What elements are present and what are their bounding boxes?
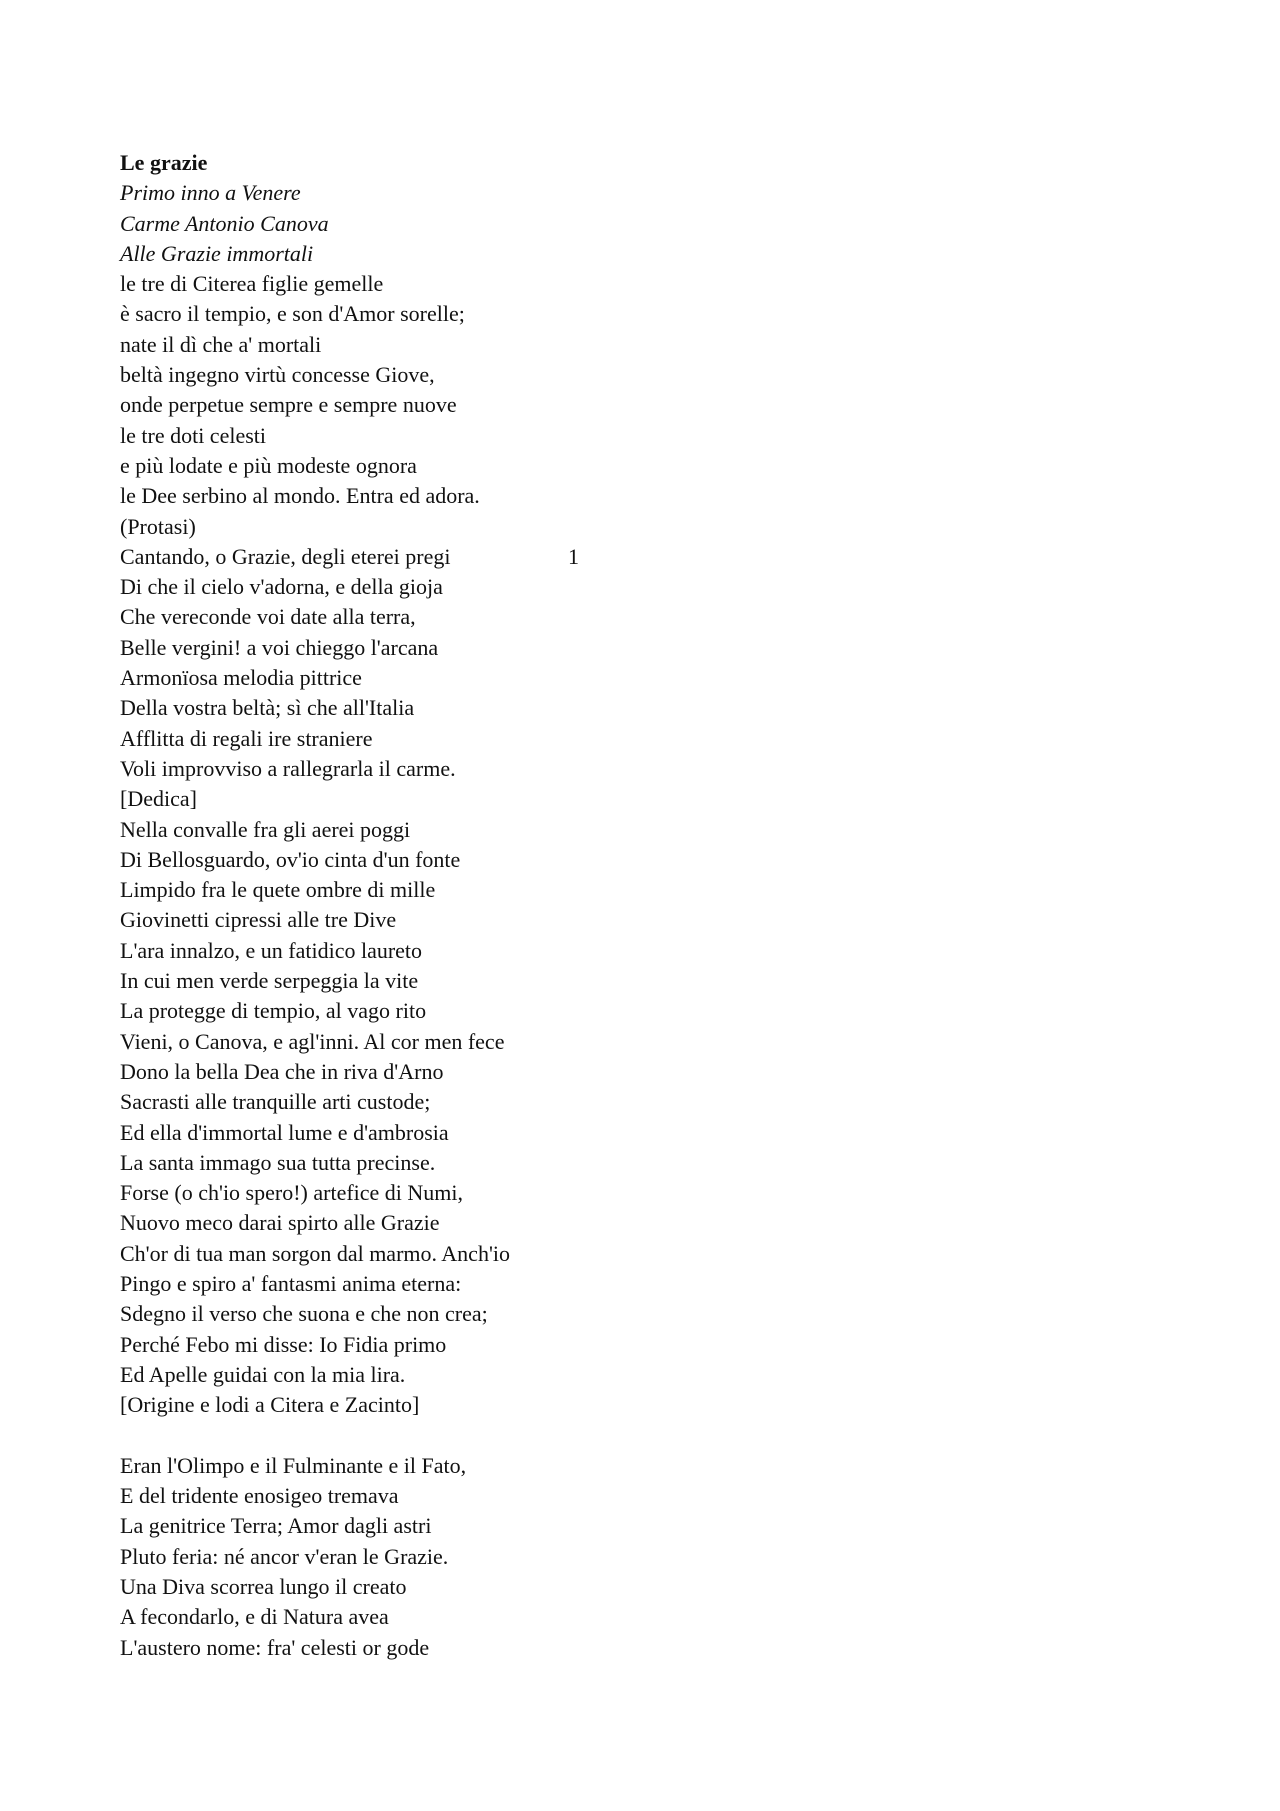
verse-line: Limpido fra le quete ombre di mille bbox=[120, 877, 436, 903]
line-number: 1 bbox=[568, 543, 579, 569]
verse-line: Giovinetti cipressi alle tre Dive bbox=[120, 907, 397, 933]
blank-line bbox=[120, 1420, 820, 1450]
verse-line: Eran l'Olimpo e il Fulminante e il Fato, bbox=[120, 1452, 467, 1478]
verse-line: E del tridente enosigeo tremava bbox=[120, 1483, 399, 1509]
section-heading-origine: [Origine e lodi a Citera e Zacinto] bbox=[120, 1392, 420, 1418]
verse-line: Di Bellosguardo, ov'io cinta d'un fonte bbox=[120, 846, 461, 872]
dedication-line: nate il dì che a' mortali bbox=[120, 331, 322, 357]
verse-line: Dono la bella Dea che in riva d'Arno bbox=[120, 1058, 444, 1084]
verse-line: Vieni, o Canova, e agl'inni. Al cor men fece bbox=[120, 1028, 505, 1054]
verse-line: Perché Febo mi disse: Io Fidia primo bbox=[120, 1331, 447, 1357]
verse-line: Afflitta di regali ire straniere bbox=[120, 725, 373, 751]
verse-line: Armonïosa melodia pittrice bbox=[120, 665, 362, 691]
verse-line: Voli improvviso a rallegrarla il carme. bbox=[120, 755, 456, 781]
verse-line: Pingo e spiro a' fantasmi anima eterna: bbox=[120, 1270, 462, 1296]
verse-line: Belle vergini! a voi chieggo l'arcana bbox=[120, 634, 439, 660]
dedication-line: onde perpetue sempre e sempre nuove bbox=[120, 392, 457, 418]
verse-line: La santa immago sua tutta precinse. bbox=[120, 1149, 436, 1175]
poem-title: Le grazie bbox=[120, 150, 208, 175]
section-heading-dedica: [Dedica] bbox=[120, 786, 197, 812]
verse-line: La genitrice Terra; Amor dagli astri bbox=[120, 1513, 432, 1539]
verse-line: L'austero nome: fra' celesti or gode bbox=[120, 1634, 430, 1660]
verse-line: In cui men verde serpeggia la vite bbox=[120, 968, 419, 994]
verse-line: Che vereconde voi date alla terra, bbox=[120, 604, 416, 630]
subtitle-line: Primo inno a Venere bbox=[120, 180, 301, 206]
dedication-line: e più lodate e più modeste ognora bbox=[120, 452, 417, 478]
verse-line: Forse (o ch'io spero!) artefice di Numi, bbox=[120, 1180, 464, 1206]
verse-line: Ed ella d'immortal lume e d'ambrosia bbox=[120, 1119, 449, 1145]
subtitle-line: Alle Grazie immortali bbox=[120, 240, 314, 266]
dedication-line: beltà ingegno virtù concesse Giove, bbox=[120, 362, 435, 388]
verse-line: Di che il cielo v'adorna, e della gioja bbox=[120, 574, 443, 600]
verse-text: Cantando, o Grazie, degli eterei pregi bbox=[120, 543, 451, 569]
dedication-line: le tre di Citerea figlie gemelle bbox=[120, 271, 384, 297]
verse-line bbox=[120, 542, 820, 572]
verse-line: Ed Apelle guidai con la mia lira. bbox=[120, 1361, 406, 1387]
verse-line: Ch'or di tua man sorgon dal marmo. Anch'io bbox=[120, 1240, 511, 1266]
verse-line: Pluto feria: né ancor v'eran le Grazie. bbox=[120, 1543, 449, 1569]
dedication-line: le Dee serbino al mondo. Entra ed adora. bbox=[120, 483, 480, 509]
verse-line: La protegge di tempio, al vago rito bbox=[120, 998, 427, 1024]
subtitle-line: Carme Antonio Canova bbox=[120, 210, 329, 236]
verse-line: Della vostra beltà; sì che all'Italia bbox=[120, 695, 415, 721]
dedication-line: le tre doti celesti bbox=[120, 422, 266, 448]
poem-text bbox=[120, 148, 820, 1663]
verse-line: Sdegno il verso che suona e che non crea; bbox=[120, 1301, 488, 1327]
verse-line: Sacrasti alle tranquille arti custode; bbox=[120, 1089, 431, 1115]
verse-line: A fecondarlo, e di Natura avea bbox=[120, 1604, 389, 1630]
verse-line: L'ara innalzo, e un fatidico laureto bbox=[120, 937, 423, 963]
verse-line: Nuovo meco darai spirto alle Grazie bbox=[120, 1210, 440, 1236]
verse-line: Una Diva scorrea lungo il creato bbox=[120, 1573, 407, 1599]
dedication-line: è sacro il tempio, e son d'Amor sorelle; bbox=[120, 301, 465, 327]
verse-line: Nella convalle fra gli aerei poggi bbox=[120, 816, 411, 842]
section-heading-protasi: (Protasi) bbox=[120, 513, 196, 539]
